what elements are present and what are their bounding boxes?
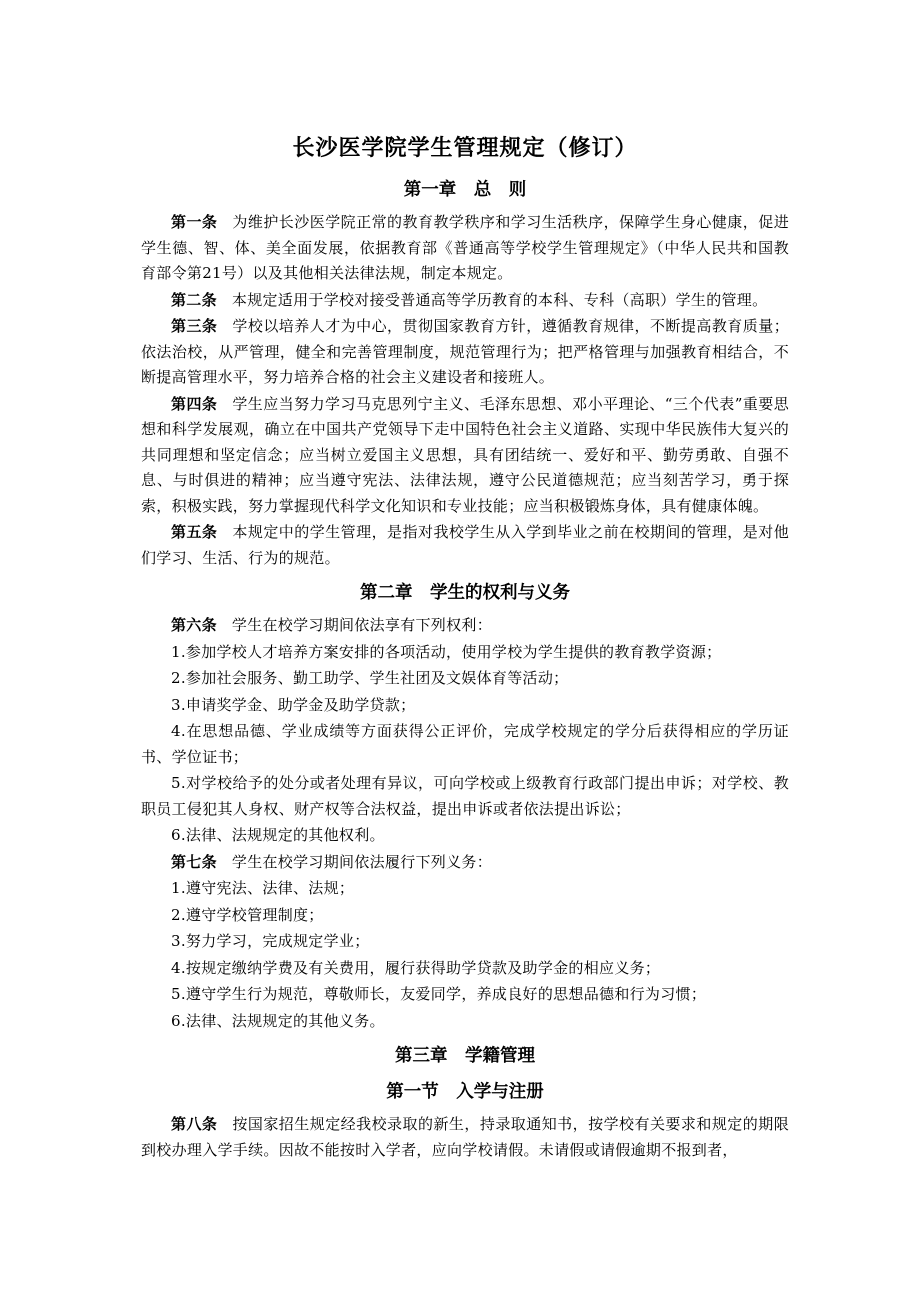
article-6 xyxy=(141,613,789,639)
article-text: 本规定适用于学校对接受普通高等学历教育的本科、专科（高职）学生的管理。 xyxy=(231,290,768,309)
article-label: 第五条 xyxy=(171,523,218,541)
list-item: 3.申请奖学金、助学金及助学贷款； xyxy=(171,695,416,714)
list-item: 6.法律、法规规定的其他义务。 xyxy=(171,1011,385,1030)
list-item: 4.按规定缴纳学费及有关费用，履行获得助学贷款及助学金的相应义务； xyxy=(171,958,661,977)
list-item: 2.参加社会服务、勤工助学、学生社团及文娱体育等活动； xyxy=(171,669,569,687)
article-label: 第二条 xyxy=(171,290,217,309)
chapter-heading: 第二章 学生的权利与义务 xyxy=(360,583,570,603)
article-5 xyxy=(141,520,789,571)
article-text: 本规定中的学生管理，是指对我校学生从入学到毕业之前在校期间的管理，是对他们学习、生活、行为的规范。 xyxy=(141,523,789,567)
list-item: 5.遵守学生行为规范，尊敬师长，友爱同学，养成良好的思想品德和行为习惯； xyxy=(171,985,707,1003)
article-label: 第六条 xyxy=(171,616,217,634)
list-item: 5.对学校给予的处分或者处理有异议，可向学校或上级教育行政部门提出申诉；对学校、教职员工侵犯其人身权、财产权等合法权益，提出申诉或者依法提出诉讼； xyxy=(141,774,789,818)
list-item: 4.在思想品德、学业成绩等方面获得公正评价，完成学校规定的学分后获得相应的学历证书、学位证书； xyxy=(141,722,789,766)
article-label: 第一条 xyxy=(171,213,218,231)
article-label: 第四条 xyxy=(171,394,218,413)
list-item: 1.遵守宪法、法律、法规； xyxy=(171,879,355,897)
list-item: 1.参加学校人才培养方案安排的各项活动，使用学校为学生提供的教育教学资源； xyxy=(171,642,722,661)
article-label: 第七条 xyxy=(171,852,217,871)
article-text: 学生在校学习期间依法履行下列义务： xyxy=(231,852,493,871)
list-item: 3.努力学习，完成规定学业； xyxy=(171,932,370,950)
list-item: 2.遵守学校管理制度； xyxy=(171,905,324,924)
chapter-heading: 第三章 学籍管理 xyxy=(395,1046,535,1066)
chapter-heading: 第一章 总 则 xyxy=(403,180,527,200)
article-8 xyxy=(141,1112,789,1163)
article-text: 按国家招生规定经我校录取的新生，持录取通知书，按学校有关要求和规定的期限到校办理入学手续。因故不能按时入学者，应向学校请假。未请假或请假逾期不报到者， xyxy=(141,1115,789,1159)
article-7 xyxy=(141,850,789,876)
section-heading: 第一节 入学与注册 xyxy=(386,1082,544,1102)
document-title: 长沙医学院学生管理规定（修订） xyxy=(292,135,638,161)
document-body xyxy=(141,128,789,1164)
article-4 xyxy=(141,392,789,520)
article-2 xyxy=(141,288,789,314)
article-3 xyxy=(141,314,789,391)
article-text: 学生应当努力学习马克思列宁主义、毛泽东思想、邓小平理论、“三个代表”重要思想和科学发展观，确立在中国共产党领导下走中国特色社会主义道路、实现中华民族伟大复兴的共同理想和坚定信念；应当树立爱国主义思想，具有团结统一、爱好和平、勤劳勇敢、自强不息、与时俱进的精神；应当遵守宪法、法律法规，遵守公民道德规范；应当刻苦学习，勇于探索，积极实践，努力掌握现代科学文化知识和专业技能；应当积极锻炼身体，具有健康体魄。 xyxy=(141,394,789,515)
article-text: 学校以培养人才为中心，贯彻国家教育方针，遵循教育规律，不断提高教育质量；依法治校，从严管理，健全和完善管理制度，规范管理行为；把严格管理与加强教育相结合，不断提高管理水平，努力培养合格的社会主义建设者和接班人。 xyxy=(141,317,789,386)
article-text: 学生在校学习期间依法享有下列权利： xyxy=(231,616,493,634)
article-label: 第三条 xyxy=(171,317,218,335)
article-label: 第八条 xyxy=(171,1115,218,1133)
list-item: 6.法律、法规规定的其他权利。 xyxy=(171,826,385,844)
article-1 xyxy=(141,210,789,287)
article-text: 为维护长沙医学院正常的教育教学秩序和学习生活秩序，保障学生身心健康，促进学生德、智、体、美全面发展，依据教育部《普通高等学校学生管理规定》（中华人民共和国教育部令第21号）以及其他相关法律法规，制定本规定。 xyxy=(141,213,789,282)
